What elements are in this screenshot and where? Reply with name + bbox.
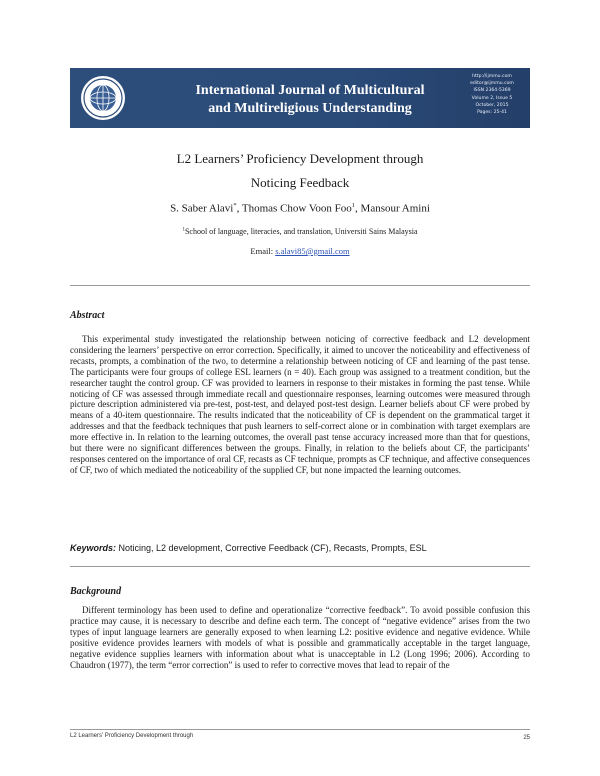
author-name: S. Saber Alavi: [170, 202, 234, 215]
keywords-text: Noticing, L2 development, Corrective Feedback (CF), Recasts, Prompts, ESL: [116, 543, 427, 553]
paper-title-line2: Noticing Feedback: [250, 175, 350, 190]
journal-pages: Pages: 25-41: [477, 110, 507, 116]
affiliation-text: School of language, literacies, and translation, Universiti Sains Malaysia: [184, 227, 418, 236]
background-text: Different terminology has been used to define and operationalize “corrective feedback”. To avoid possible confusion this practice may cause, it is necessary to describe and define each term. The concept of “negative evidence” arises from the two types of input language learners are generally exposed to when learning L2: positive evidence and negative evidence. While positive evidence provides learners with models of what is possible and grammatically acceptable in the target language, negative evidence supplies learners with information about what is unacceptable in L2 (Long 1996; 2006). According to Chaudron (1977), the term “error correction” is used to refer to corrective moves that lead to repair of the: [70, 605, 530, 670]
journal-issn: ISSN 2364-5369: [473, 88, 511, 94]
author-marker: *: [233, 202, 237, 209]
journal-banner: [70, 68, 530, 128]
section-divider: [70, 566, 530, 567]
section-divider: [70, 285, 530, 286]
author-name: Mansour Amini: [360, 202, 430, 215]
abstract-heading: Abstract: [70, 310, 105, 321]
journal-url[interactable]: http://ijmmu.com: [472, 74, 512, 79]
journal-title: [180, 82, 440, 118]
background-heading: Background: [70, 586, 122, 597]
keywords-label: Keywords:: [70, 543, 117, 553]
contact-email: [70, 246, 530, 256]
running-title: L2 Learners’ Proficiency Development through: [70, 733, 194, 739]
email-label: Email:: [250, 246, 276, 256]
email-link[interactable]: s.alavi85@gmail.com: [275, 246, 350, 256]
footer-divider: [70, 729, 530, 730]
author-separator: ,: [355, 202, 361, 215]
keywords: [70, 543, 540, 553]
author-name: Thomas Chow Voon Foo: [241, 202, 352, 215]
journal-meta: [462, 73, 522, 116]
author-separator: ,: [236, 202, 242, 215]
paper-title-line1: L2 Learners’ Proficiency Development through: [176, 151, 424, 166]
journal-date: October, 2015: [475, 102, 509, 108]
author-marker: 1: [351, 202, 356, 209]
journal-title-line1: International Journal of Multicultural: [195, 83, 425, 98]
abstract-text: This experimental study investigated the relationship between noticing of corrective feedback and L2 development considering the learners’ perspective on error correction. Specifically, it aimed to uncover the noticeability and effectiveness of recasts, prompts, a combination of the two, to determine a relationship between noticing of CF and learning of the past tense. The participants were four groups of college ESL learners (n = 40). Each group was assigned to a treatment condition, but the researcher taught the control group. CF was provided to learners in response to their mistakes in forming the past tense. While noticing of CF was assessed through immediate recall and questionnaire responses, learning outcomes were measured through picture description administered via pre-test, post-test, and delayed post-test design. Learner beliefs about CF were probed by means of a 40-item questionnaire. The results indicated that the noticeability of CF is dependent on the grammatical target it addresses and that the feedback techniques that push learners to self-correct alone or in combination with target exemplars are more effective in. In relation to the learning outcomes, the overall past tense accuracy increased more than that for questions, but there were no significant differences between the groups. Finally, in relation to the beliefs about CF, the participants’ responses centered on the importance of oral CF, recasts as CF technique, prompts as CF technique, and affective consequences of CF, two of which mediated the noticeability of the supplied CF, but none impacted the learning outcomes.: [70, 334, 530, 475]
author-list: [70, 202, 530, 215]
background-body: [70, 605, 530, 670]
affiliation-marker: 1: [182, 227, 185, 233]
journal-email[interactable]: editor@ijmmu.com: [470, 81, 514, 87]
journal-title-line2: and Multireligious Understanding: [208, 101, 412, 116]
affiliation: [70, 227, 530, 236]
journal-logo-icon: [80, 75, 126, 121]
page-number: 25: [523, 735, 530, 741]
abstract-body: [70, 334, 530, 476]
journal-volume: Volume 2, Issue 5: [471, 95, 513, 101]
